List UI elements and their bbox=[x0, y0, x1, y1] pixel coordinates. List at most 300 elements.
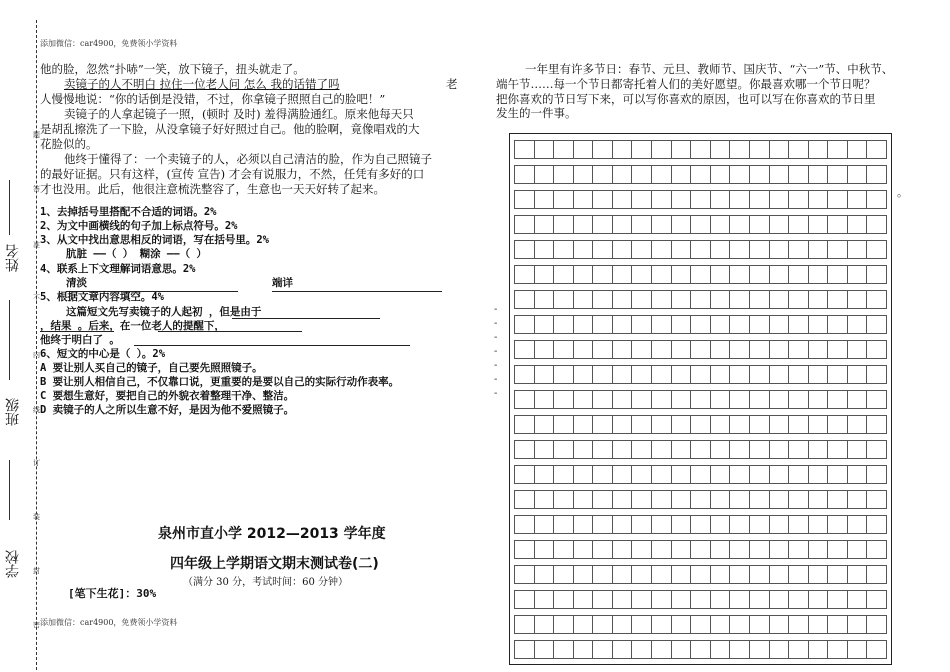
grid-cell[interactable] bbox=[554, 516, 574, 533]
grid-cell[interactable] bbox=[574, 616, 594, 633]
grid-cell[interactable] bbox=[828, 141, 848, 158]
grid-cell[interactable] bbox=[770, 466, 790, 483]
grid-cell[interactable] bbox=[770, 266, 790, 283]
grid-cell[interactable] bbox=[554, 641, 574, 658]
grid-cell[interactable] bbox=[554, 491, 574, 508]
grid-cell[interactable] bbox=[554, 141, 574, 158]
grid-cell[interactable] bbox=[809, 316, 829, 333]
grid-cell[interactable] bbox=[632, 191, 652, 208]
grid-cell[interactable] bbox=[730, 291, 750, 308]
grid-cell[interactable] bbox=[535, 516, 555, 533]
grid-cell[interactable] bbox=[730, 566, 750, 583]
grid-cell[interactable] bbox=[613, 166, 633, 183]
grid-cell[interactable] bbox=[770, 166, 790, 183]
grid-cell[interactable] bbox=[789, 591, 809, 608]
grid-cell[interactable] bbox=[672, 566, 692, 583]
option-d[interactable]: D 卖镜子的人之所以生意不好，是因为他不爱照镜子。 bbox=[40, 404, 295, 416]
grid-cell[interactable] bbox=[789, 316, 809, 333]
grid-cell[interactable] bbox=[789, 466, 809, 483]
grid-cell[interactable] bbox=[809, 141, 829, 158]
grid-cell[interactable] bbox=[848, 166, 868, 183]
grid-cell[interactable] bbox=[770, 491, 790, 508]
grid-cell[interactable] bbox=[535, 166, 555, 183]
grid-cell[interactable] bbox=[652, 191, 672, 208]
grid-cell[interactable] bbox=[574, 191, 594, 208]
grid-cell[interactable] bbox=[828, 616, 848, 633]
grid-cell[interactable] bbox=[554, 591, 574, 608]
grid-cell[interactable] bbox=[770, 566, 790, 583]
grid-cell[interactable] bbox=[613, 491, 633, 508]
grid-cell[interactable] bbox=[867, 216, 886, 233]
grid-cell[interactable] bbox=[515, 441, 535, 458]
grid-row[interactable] bbox=[514, 540, 887, 559]
grid-cell[interactable] bbox=[867, 341, 886, 358]
grid-cell[interactable] bbox=[809, 366, 829, 383]
grid-cell[interactable] bbox=[848, 241, 868, 258]
grid-cell[interactable] bbox=[672, 641, 692, 658]
grid-cell[interactable] bbox=[652, 641, 672, 658]
grid-cell[interactable] bbox=[672, 341, 692, 358]
grid-cell[interactable] bbox=[672, 616, 692, 633]
grid-cell[interactable] bbox=[711, 291, 731, 308]
grid-cell[interactable] bbox=[672, 216, 692, 233]
grid-cell[interactable] bbox=[770, 541, 790, 558]
grid-cell[interactable] bbox=[672, 166, 692, 183]
grid-cell[interactable] bbox=[574, 166, 594, 183]
grid-cell[interactable] bbox=[809, 566, 829, 583]
grid-cell[interactable] bbox=[515, 266, 535, 283]
grid-cell[interactable] bbox=[574, 341, 594, 358]
grid-cell[interactable] bbox=[711, 541, 731, 558]
grid-cell[interactable] bbox=[535, 216, 555, 233]
grid-cell[interactable] bbox=[593, 541, 613, 558]
grid-cell[interactable] bbox=[867, 541, 886, 558]
option-a[interactable]: A 要让别人买自己的镜子，自己要先照照镜子。 bbox=[40, 362, 263, 374]
grid-cell[interactable] bbox=[632, 566, 652, 583]
grid-row[interactable] bbox=[514, 490, 887, 509]
grid-cell[interactable] bbox=[652, 541, 672, 558]
grid-row[interactable] bbox=[514, 140, 887, 159]
grid-row[interactable] bbox=[514, 365, 887, 384]
grid-cell[interactable] bbox=[750, 466, 770, 483]
grid-cell[interactable] bbox=[613, 416, 633, 433]
grid-cell[interactable] bbox=[750, 441, 770, 458]
grid-row[interactable] bbox=[514, 615, 887, 634]
grid-cell[interactable] bbox=[632, 541, 652, 558]
question-5-line-3[interactable]: 他终于明白了 。 bbox=[40, 334, 120, 346]
grid-cell[interactable] bbox=[632, 616, 652, 633]
grid-cell[interactable] bbox=[691, 216, 711, 233]
grid-cell[interactable] bbox=[867, 591, 886, 608]
grid-cell[interactable] bbox=[789, 341, 809, 358]
grid-cell[interactable] bbox=[652, 141, 672, 158]
grid-cell[interactable] bbox=[691, 491, 711, 508]
grid-cell[interactable] bbox=[809, 616, 829, 633]
grid-cell[interactable] bbox=[672, 466, 692, 483]
grid-cell[interactable] bbox=[730, 166, 750, 183]
grid-cell[interactable] bbox=[848, 366, 868, 383]
grid-cell[interactable] bbox=[613, 516, 633, 533]
grid-cell[interactable] bbox=[867, 366, 886, 383]
grid-cell[interactable] bbox=[809, 491, 829, 508]
grid-cell[interactable] bbox=[574, 516, 594, 533]
grid-cell[interactable] bbox=[730, 341, 750, 358]
grid-cell[interactable] bbox=[632, 641, 652, 658]
grid-cell[interactable] bbox=[691, 391, 711, 408]
grid-cell[interactable] bbox=[515, 541, 535, 558]
grid-cell[interactable] bbox=[848, 541, 868, 558]
grid-cell[interactable] bbox=[828, 241, 848, 258]
grid-cell[interactable] bbox=[632, 241, 652, 258]
grid-row[interactable] bbox=[514, 165, 887, 184]
grid-cell[interactable] bbox=[554, 391, 574, 408]
grid-cell[interactable] bbox=[770, 441, 790, 458]
grid-cell[interactable] bbox=[672, 266, 692, 283]
grid-cell[interactable] bbox=[632, 591, 652, 608]
grid-cell[interactable] bbox=[554, 241, 574, 258]
grid-cell[interactable] bbox=[691, 416, 711, 433]
grid-cell[interactable] bbox=[867, 466, 886, 483]
grid-row[interactable] bbox=[514, 640, 887, 659]
grid-cell[interactable] bbox=[613, 616, 633, 633]
grid-cell[interactable] bbox=[554, 466, 574, 483]
grid-cell[interactable] bbox=[809, 166, 829, 183]
question-5-line-1[interactable]: 这篇短文先写卖镜子的人起初 ，但是由于 bbox=[66, 306, 262, 318]
grid-cell[interactable] bbox=[809, 241, 829, 258]
grid-cell[interactable] bbox=[809, 516, 829, 533]
grid-cell[interactable] bbox=[848, 491, 868, 508]
grid-cell[interactable] bbox=[770, 391, 790, 408]
grid-cell[interactable] bbox=[809, 541, 829, 558]
grid-cell[interactable] bbox=[789, 266, 809, 283]
grid-row[interactable] bbox=[514, 340, 887, 359]
grid-cell[interactable] bbox=[750, 191, 770, 208]
grid-cell[interactable] bbox=[593, 591, 613, 608]
grid-cell[interactable] bbox=[848, 566, 868, 583]
grid-cell[interactable] bbox=[515, 166, 535, 183]
grid-cell[interactable] bbox=[574, 466, 594, 483]
grid-cell[interactable] bbox=[867, 241, 886, 258]
grid-cell[interactable] bbox=[515, 341, 535, 358]
grid-cell[interactable] bbox=[750, 391, 770, 408]
grid-cell[interactable] bbox=[730, 216, 750, 233]
grid-cell[interactable] bbox=[515, 566, 535, 583]
grid-cell[interactable] bbox=[730, 191, 750, 208]
grid-cell[interactable] bbox=[672, 316, 692, 333]
grid-cell[interactable] bbox=[867, 441, 886, 458]
grid-cell[interactable] bbox=[574, 641, 594, 658]
grid-cell[interactable] bbox=[535, 441, 555, 458]
grid-cell[interactable] bbox=[730, 391, 750, 408]
grid-cell[interactable] bbox=[691, 266, 711, 283]
grid-cell[interactable] bbox=[672, 491, 692, 508]
grid-cell[interactable] bbox=[691, 466, 711, 483]
grid-cell[interactable] bbox=[632, 141, 652, 158]
grid-cell[interactable] bbox=[632, 341, 652, 358]
grid-cell[interactable] bbox=[730, 541, 750, 558]
grid-cell[interactable] bbox=[750, 516, 770, 533]
grid-cell[interactable] bbox=[593, 216, 613, 233]
grid-cell[interactable] bbox=[672, 366, 692, 383]
grid-cell[interactable] bbox=[652, 366, 672, 383]
grid-cell[interactable] bbox=[848, 416, 868, 433]
grid-cell[interactable] bbox=[750, 566, 770, 583]
grid-cell[interactable] bbox=[515, 391, 535, 408]
grid-cell[interactable] bbox=[554, 191, 574, 208]
grid-cell[interactable] bbox=[535, 416, 555, 433]
grid-cell[interactable] bbox=[652, 291, 672, 308]
grid-cell[interactable] bbox=[809, 391, 829, 408]
grid-row[interactable] bbox=[514, 590, 887, 609]
grid-cell[interactable] bbox=[711, 616, 731, 633]
grid-cell[interactable] bbox=[848, 641, 868, 658]
grid-cell[interactable] bbox=[828, 391, 848, 408]
grid-cell[interactable] bbox=[691, 441, 711, 458]
grid-cell[interactable] bbox=[867, 566, 886, 583]
grid-cell[interactable] bbox=[848, 266, 868, 283]
grid-cell[interactable] bbox=[652, 466, 672, 483]
grid-cell[interactable] bbox=[515, 241, 535, 258]
grid-cell[interactable] bbox=[711, 266, 731, 283]
grid-cell[interactable] bbox=[574, 541, 594, 558]
grid-cell[interactable] bbox=[613, 441, 633, 458]
grid-cell[interactable] bbox=[867, 166, 886, 183]
grid-cell[interactable] bbox=[711, 516, 731, 533]
grid-cell[interactable] bbox=[554, 291, 574, 308]
grid-cell[interactable] bbox=[789, 541, 809, 558]
grid-cell[interactable] bbox=[593, 616, 613, 633]
grid-cell[interactable] bbox=[770, 216, 790, 233]
grid-cell[interactable] bbox=[535, 466, 555, 483]
option-c[interactable]: C 要想生意好，要把自己的外貌衣着整理干净、整洁。 bbox=[40, 390, 295, 402]
grid-cell[interactable] bbox=[613, 641, 633, 658]
grid-cell[interactable] bbox=[848, 191, 868, 208]
grid-cell[interactable] bbox=[750, 241, 770, 258]
grid-cell[interactable] bbox=[770, 416, 790, 433]
grid-cell[interactable] bbox=[809, 291, 829, 308]
grid-cell[interactable] bbox=[848, 616, 868, 633]
grid-row[interactable] bbox=[514, 190, 887, 209]
grid-cell[interactable] bbox=[809, 591, 829, 608]
grid-row[interactable] bbox=[514, 315, 887, 334]
grid-cell[interactable] bbox=[750, 216, 770, 233]
grid-cell[interactable] bbox=[789, 441, 809, 458]
grid-cell[interactable] bbox=[789, 516, 809, 533]
grid-cell[interactable] bbox=[632, 516, 652, 533]
grid-cell[interactable] bbox=[535, 291, 555, 308]
grid-cell[interactable] bbox=[535, 491, 555, 508]
grid-cell[interactable] bbox=[535, 341, 555, 358]
grid-cell[interactable] bbox=[593, 516, 613, 533]
grid-cell[interactable] bbox=[848, 141, 868, 158]
grid-cell[interactable] bbox=[711, 491, 731, 508]
grid-cell[interactable] bbox=[750, 291, 770, 308]
grid-cell[interactable] bbox=[515, 641, 535, 658]
grid-cell[interactable] bbox=[711, 566, 731, 583]
grid-cell[interactable] bbox=[750, 166, 770, 183]
grid-cell[interactable] bbox=[750, 541, 770, 558]
grid-cell[interactable] bbox=[809, 266, 829, 283]
grid-cell[interactable] bbox=[652, 316, 672, 333]
grid-cell[interactable] bbox=[789, 391, 809, 408]
grid-cell[interactable] bbox=[828, 466, 848, 483]
grid-cell[interactable] bbox=[691, 541, 711, 558]
grid-cell[interactable] bbox=[652, 591, 672, 608]
grid-cell[interactable] bbox=[632, 366, 652, 383]
grid-cell[interactable] bbox=[672, 141, 692, 158]
grid-cell[interactable] bbox=[554, 616, 574, 633]
grid-cell[interactable] bbox=[554, 266, 574, 283]
grid-cell[interactable] bbox=[730, 441, 750, 458]
grid-cell[interactable] bbox=[652, 516, 672, 533]
grid-cell[interactable] bbox=[730, 241, 750, 258]
grid-cell[interactable] bbox=[515, 466, 535, 483]
grid-cell[interactable] bbox=[554, 416, 574, 433]
grid-row[interactable] bbox=[514, 240, 887, 259]
grid-cell[interactable] bbox=[672, 541, 692, 558]
grid-cell[interactable] bbox=[515, 491, 535, 508]
grid-cell[interactable] bbox=[652, 441, 672, 458]
grid-cell[interactable] bbox=[750, 416, 770, 433]
grid-cell[interactable] bbox=[711, 466, 731, 483]
grid-cell[interactable] bbox=[632, 491, 652, 508]
grid-cell[interactable] bbox=[711, 191, 731, 208]
grid-cell[interactable] bbox=[554, 541, 574, 558]
grid-cell[interactable] bbox=[691, 141, 711, 158]
grid-cell[interactable] bbox=[613, 241, 633, 258]
grid-cell[interactable] bbox=[750, 266, 770, 283]
grid-cell[interactable] bbox=[554, 166, 574, 183]
grid-cell[interactable] bbox=[672, 516, 692, 533]
grid-cell[interactable] bbox=[711, 241, 731, 258]
grid-cell[interactable] bbox=[770, 141, 790, 158]
grid-cell[interactable] bbox=[574, 416, 594, 433]
grid-cell[interactable] bbox=[672, 191, 692, 208]
grid-cell[interactable] bbox=[515, 366, 535, 383]
grid-cell[interactable] bbox=[613, 541, 633, 558]
grid-cell[interactable] bbox=[554, 366, 574, 383]
grid-cell[interactable] bbox=[574, 241, 594, 258]
grid-cell[interactable] bbox=[691, 341, 711, 358]
grid-cell[interactable] bbox=[867, 641, 886, 658]
grid-cell[interactable] bbox=[593, 141, 613, 158]
grid-cell[interactable] bbox=[515, 291, 535, 308]
grid-cell[interactable] bbox=[848, 391, 868, 408]
grid-cell[interactable] bbox=[789, 191, 809, 208]
grid-cell[interactable] bbox=[848, 341, 868, 358]
grid-cell[interactable] bbox=[750, 641, 770, 658]
grid-cell[interactable] bbox=[593, 291, 613, 308]
grid-cell[interactable] bbox=[730, 316, 750, 333]
grid-cell[interactable] bbox=[613, 566, 633, 583]
grid-cell[interactable] bbox=[672, 391, 692, 408]
grid-cell[interactable] bbox=[789, 566, 809, 583]
grid-cell[interactable] bbox=[554, 316, 574, 333]
grid-cell[interactable] bbox=[711, 641, 731, 658]
grid-cell[interactable] bbox=[554, 566, 574, 583]
grid-cell[interactable] bbox=[652, 391, 672, 408]
grid-cell[interactable] bbox=[593, 441, 613, 458]
grid-cell[interactable] bbox=[828, 291, 848, 308]
grid-cell[interactable] bbox=[593, 466, 613, 483]
grid-cell[interactable] bbox=[867, 416, 886, 433]
grid-cell[interactable] bbox=[535, 391, 555, 408]
grid-cell[interactable] bbox=[848, 466, 868, 483]
grid-cell[interactable] bbox=[691, 366, 711, 383]
grid-cell[interactable] bbox=[711, 441, 731, 458]
grid-cell[interactable] bbox=[652, 616, 672, 633]
grid-cell[interactable] bbox=[535, 616, 555, 633]
grid-cell[interactable] bbox=[515, 616, 535, 633]
grid-cell[interactable] bbox=[593, 566, 613, 583]
grid-cell[interactable] bbox=[593, 241, 613, 258]
grid-cell[interactable] bbox=[613, 141, 633, 158]
grid-cell[interactable] bbox=[848, 516, 868, 533]
option-b[interactable]: B 要让别人相信自己，不仅靠口说，更重要的是要以自己的实际行动作表率。 bbox=[40, 376, 400, 388]
grid-cell[interactable] bbox=[554, 341, 574, 358]
grid-cell[interactable] bbox=[652, 341, 672, 358]
grid-cell[interactable] bbox=[554, 441, 574, 458]
grid-cell[interactable] bbox=[613, 266, 633, 283]
grid-cell[interactable] bbox=[789, 366, 809, 383]
composition-grid[interactable] bbox=[509, 133, 892, 665]
grid-cell[interactable] bbox=[632, 416, 652, 433]
grid-cell[interactable] bbox=[691, 316, 711, 333]
question-5-line-2[interactable]: ，结果 。后来，在一位老人的提醒下， bbox=[40, 320, 225, 332]
grid-cell[interactable] bbox=[770, 641, 790, 658]
grid-cell[interactable] bbox=[574, 491, 594, 508]
grid-cell[interactable] bbox=[750, 366, 770, 383]
grid-cell[interactable] bbox=[632, 316, 652, 333]
grid-cell[interactable] bbox=[613, 291, 633, 308]
grid-cell[interactable] bbox=[535, 141, 555, 158]
grid-cell[interactable] bbox=[691, 516, 711, 533]
grid-cell[interactable] bbox=[750, 591, 770, 608]
grid-cell[interactable] bbox=[535, 366, 555, 383]
grid-cell[interactable] bbox=[770, 191, 790, 208]
grid-cell[interactable] bbox=[730, 366, 750, 383]
grid-cell[interactable] bbox=[672, 241, 692, 258]
grid-cell[interactable] bbox=[691, 591, 711, 608]
grid-cell[interactable] bbox=[574, 441, 594, 458]
grid-cell[interactable] bbox=[828, 591, 848, 608]
grid-cell[interactable] bbox=[711, 141, 731, 158]
grid-cell[interactable] bbox=[691, 191, 711, 208]
grid-cell[interactable] bbox=[613, 216, 633, 233]
grid-cell[interactable] bbox=[613, 391, 633, 408]
grid-cell[interactable] bbox=[593, 391, 613, 408]
grid-cell[interactable] bbox=[711, 591, 731, 608]
question-3-blanks[interactable]: 肮脏 ——（ ） 糊涂 ——（ ） bbox=[66, 248, 207, 260]
grid-cell[interactable] bbox=[848, 291, 868, 308]
grid-cell[interactable] bbox=[770, 241, 790, 258]
grid-cell[interactable] bbox=[632, 266, 652, 283]
grid-cell[interactable] bbox=[730, 616, 750, 633]
grid-cell[interactable] bbox=[789, 416, 809, 433]
grid-cell[interactable] bbox=[730, 641, 750, 658]
grid-cell[interactable] bbox=[750, 491, 770, 508]
grid-cell[interactable] bbox=[867, 266, 886, 283]
grid-cell[interactable] bbox=[574, 316, 594, 333]
grid-cell[interactable] bbox=[691, 291, 711, 308]
grid-row[interactable] bbox=[514, 565, 887, 584]
grid-cell[interactable] bbox=[867, 291, 886, 308]
grid-cell[interactable] bbox=[848, 216, 868, 233]
grid-cell[interactable] bbox=[848, 441, 868, 458]
grid-cell[interactable] bbox=[828, 366, 848, 383]
grid-cell[interactable] bbox=[730, 591, 750, 608]
grid-cell[interactable] bbox=[828, 491, 848, 508]
